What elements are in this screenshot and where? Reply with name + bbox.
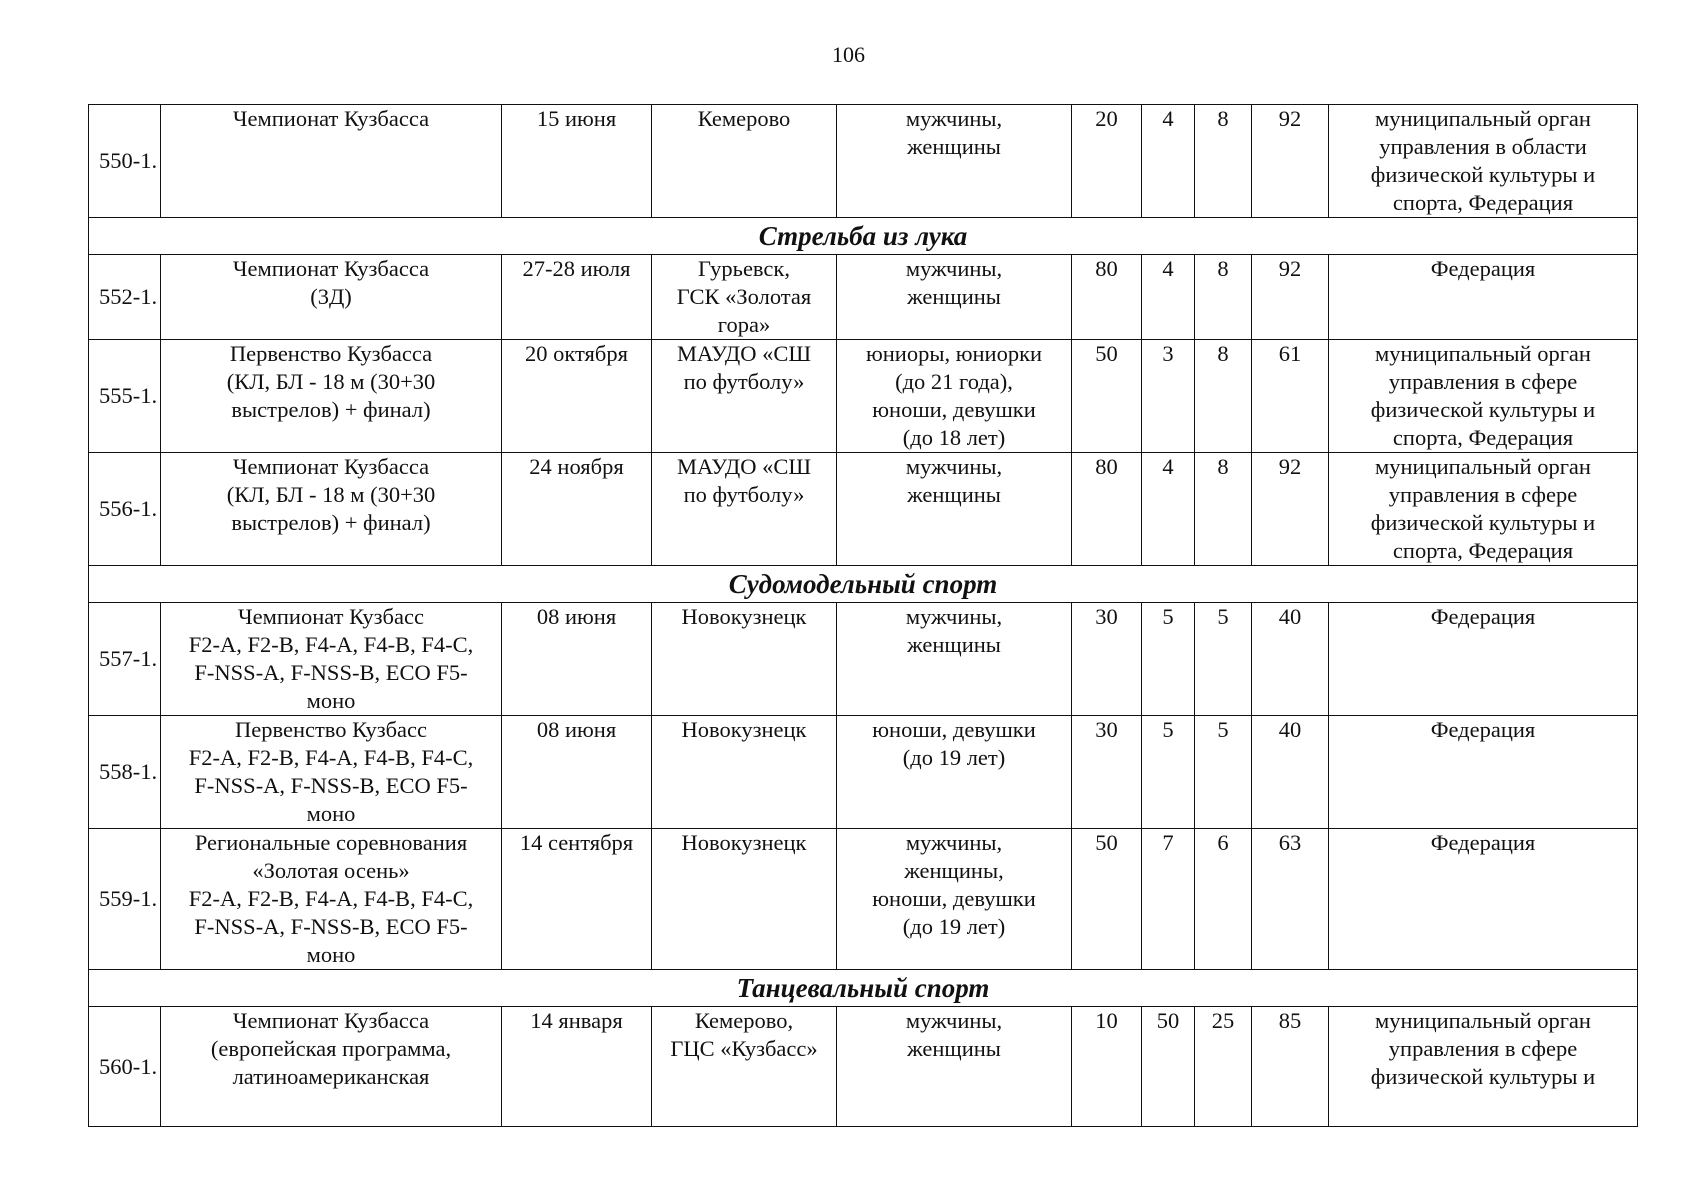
count-cell: 92 (1252, 453, 1329, 566)
event-number: 560-1. (89, 1007, 161, 1127)
count-cell: 30 (1072, 716, 1142, 829)
event-organizer: Федерация (1329, 255, 1638, 340)
page-number: 106 (832, 42, 865, 67)
table-row (89, 255, 1638, 340)
table-row (89, 105, 1638, 218)
count-cell: 7 (1142, 829, 1195, 970)
count-cell: 6 (1195, 829, 1252, 970)
event-name: Первенство Кузбасс F2-A, F2-B, F4-A, F4-B, F4-C, F-NSS-A, F-NSS-B, ECO F5- моно (161, 716, 502, 829)
event-participants: мужчины, женщины (837, 105, 1072, 218)
event-participants: мужчины, женщины, юноши, девушки (до 19 лет) (837, 829, 1072, 970)
count-cell: 25 (1195, 1007, 1252, 1127)
event-date: 14 сентября (502, 829, 652, 970)
count-cell: 8 (1195, 255, 1252, 340)
event-participants: мужчины, женщины (837, 603, 1072, 716)
event-name: Чемпионат Кузбасса (европейская программа, латиноамериканская (161, 1007, 502, 1127)
event-place: Новокузнецк (652, 829, 837, 970)
count-cell: 3 (1142, 340, 1195, 453)
event-participants: мужчины, женщины (837, 255, 1072, 340)
table-row (89, 829, 1638, 970)
count-cell: 5 (1195, 716, 1252, 829)
event-name: Первенство Кузбасса (КЛ, БЛ - 18 м (30+30 выстрелов) + финал) (161, 340, 502, 453)
event-number: 555-1. (89, 340, 161, 453)
event-name: Региональные соревнования «Золотая осень» F2-A, F2-B, F4-A, F4-B, F4-C, F-NSS-A, F-NSS-B, ECO F5- моно (161, 829, 502, 970)
count-cell: 80 (1072, 453, 1142, 566)
event-number: 559-1. (89, 829, 161, 970)
event-organizer: муниципальный орган управления в сфере физической культуры и (1329, 1007, 1638, 1127)
count-cell: 5 (1142, 603, 1195, 716)
event-participants: юноши, девушки (до 19 лет) (837, 716, 1072, 829)
event-place: Новокузнецк (652, 716, 837, 829)
count-cell: 63 (1252, 829, 1329, 970)
count-cell: 92 (1252, 105, 1329, 218)
event-participants: юниоры, юниорки (до 21 года), юноши, девушки (до 18 лет) (837, 340, 1072, 453)
section-title: Стрельба из лука (89, 218, 1638, 255)
section-title: Танцевальный спорт (89, 970, 1638, 1007)
count-cell: 8 (1195, 105, 1252, 218)
event-organizer: Федерация (1329, 603, 1638, 716)
event-number: 556-1. (89, 453, 161, 566)
event-date: 24 ноября (502, 453, 652, 566)
count-cell: 4 (1142, 105, 1195, 218)
event-organizer: Федерация (1329, 829, 1638, 970)
event-place: Гурьевск, ГСК «Золотая гора» (652, 255, 837, 340)
table-row (89, 603, 1638, 716)
count-cell: 85 (1252, 1007, 1329, 1127)
event-place: МАУДО «СШ по футболу» (652, 453, 837, 566)
events-table (88, 104, 1638, 1127)
table-row (89, 1007, 1638, 1127)
event-date: 14 января (502, 1007, 652, 1127)
table-row (89, 716, 1638, 829)
event-date: 27-28 июля (502, 255, 652, 340)
event-date: 08 июня (502, 603, 652, 716)
event-date: 15 июня (502, 105, 652, 218)
count-cell: 20 (1072, 105, 1142, 218)
count-cell: 8 (1195, 340, 1252, 453)
event-organizer: Федерация (1329, 716, 1638, 829)
event-place: МАУДО «СШ по футболу» (652, 340, 837, 453)
count-cell: 30 (1072, 603, 1142, 716)
event-organizer: муниципальный орган управления в области физической культуры и спорта, Федерация (1329, 105, 1638, 218)
section-row (89, 218, 1638, 255)
event-number: 550-1. (89, 105, 161, 218)
event-participants: мужчины, женщины (837, 453, 1072, 566)
event-name: Чемпионат Кузбасс F2-A, F2-B, F4-A, F4-B, F4-C, F-NSS-A, F-NSS-B, ECO F5- моно (161, 603, 502, 716)
count-cell: 80 (1072, 255, 1142, 340)
event-participants: мужчины, женщины (837, 1007, 1072, 1127)
section-row (89, 566, 1638, 603)
event-organizer: муниципальный орган управления в сфере физической культуры и спорта, Федерация (1329, 453, 1638, 566)
event-name: Чемпионат Кузбасса (КЛ, БЛ - 18 м (30+30 выстрелов) + финал) (161, 453, 502, 566)
count-cell: 5 (1142, 716, 1195, 829)
count-cell: 50 (1072, 829, 1142, 970)
count-cell: 10 (1072, 1007, 1142, 1127)
count-cell: 40 (1252, 603, 1329, 716)
event-organizer: муниципальный орган управления в сфере физической культуры и спорта, Федерация (1329, 340, 1638, 453)
event-date: 20 октября (502, 340, 652, 453)
section-title: Судомодельный спорт (89, 566, 1638, 603)
count-cell: 4 (1142, 453, 1195, 566)
count-cell: 61 (1252, 340, 1329, 453)
count-cell: 5 (1195, 603, 1252, 716)
event-place: Кемерово, ГЦС «Кузбасс» (652, 1007, 837, 1127)
event-number: 557-1. (89, 603, 161, 716)
event-place: Новокузнецк (652, 603, 837, 716)
table-row (89, 340, 1638, 453)
event-name: Чемпионат Кузбасса (161, 105, 502, 218)
table-row (89, 453, 1638, 566)
event-name: Чемпионат Кузбасса (3Д) (161, 255, 502, 340)
count-cell: 50 (1142, 1007, 1195, 1127)
event-number: 558-1. (89, 716, 161, 829)
count-cell: 92 (1252, 255, 1329, 340)
count-cell: 40 (1252, 716, 1329, 829)
event-place: Кемерово (652, 105, 837, 218)
section-row (89, 970, 1638, 1007)
event-number: 552-1. (89, 255, 161, 340)
count-cell: 50 (1072, 340, 1142, 453)
event-date: 08 июня (502, 716, 652, 829)
count-cell: 8 (1195, 453, 1252, 566)
count-cell: 4 (1142, 255, 1195, 340)
